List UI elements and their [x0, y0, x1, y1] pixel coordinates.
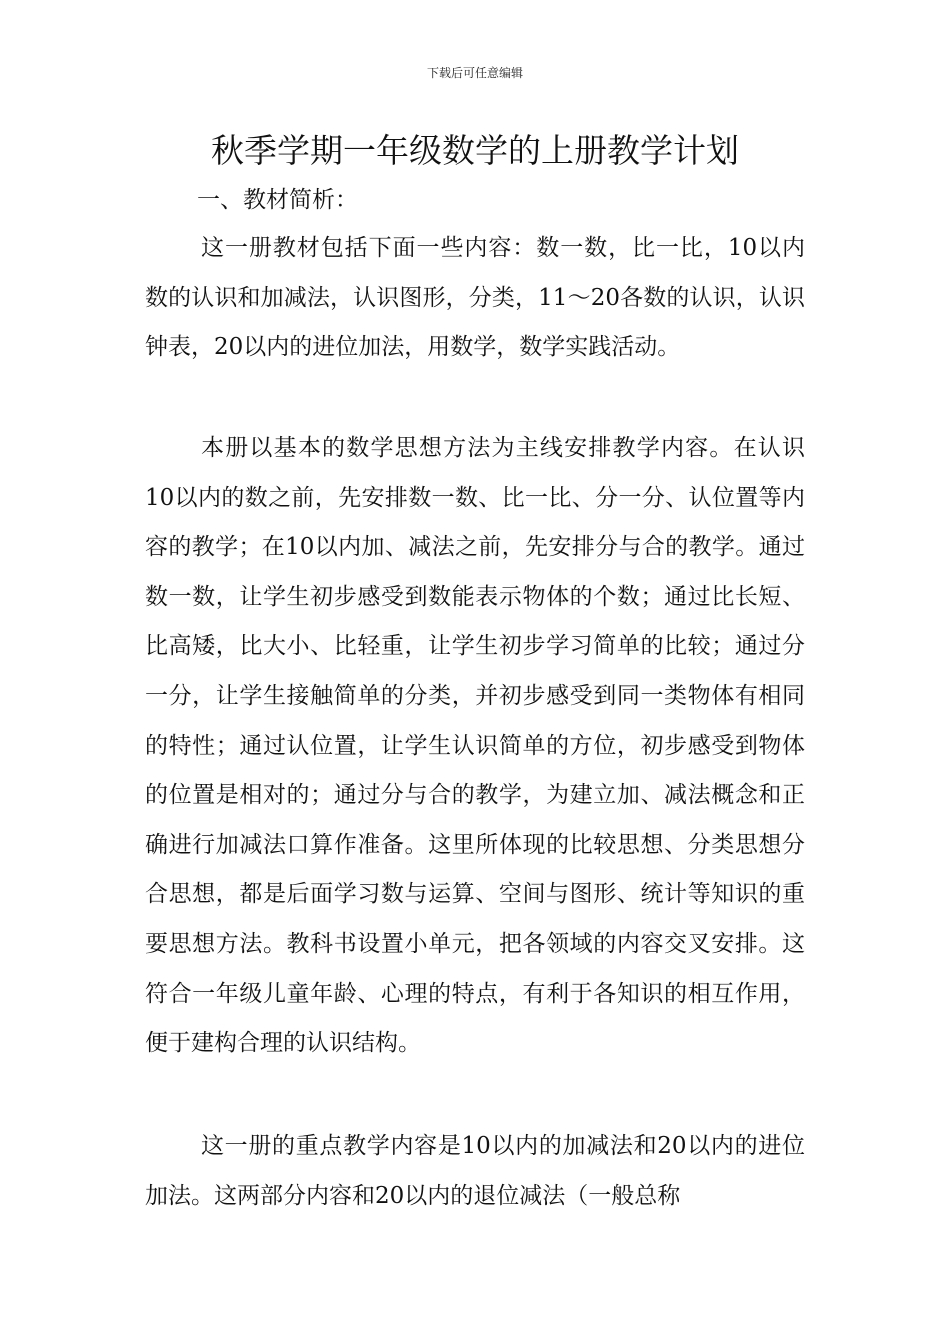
document-title: 秋季学期一年级数学的上册教学计划: [211, 131, 739, 170]
paragraph-content-overview: 这一册教材包括下面一些内容：数一数，比一比，10以内数的认识和加减法，认识图形，分类，11～20各数的认识，认识钟表，20以内的进位加法，用数学，数学实践活动。: [145, 235, 805, 361]
paragraph-key-content: 这一册的重点教学内容是10以内的加减法和20以内的进位加法。这两部分内容和20以内的退位减法（一般总称: [145, 1133, 805, 1209]
page-header-note: 下载后可任意编辑: [426, 66, 523, 80]
section-heading: 一、教材简析：: [197, 187, 358, 213]
paragraph-teaching-approach: 本册以基本的数学思想方法为主线安排教学内容。在认识10以内的数之前，先安排数一数、比一比、分一分、认位置等内容的教学；在10以内加、减法之前，先安排分与合的教学。通过数一数，让学生初步感受到数能表示物体的个数；通过比长短、比高矮，比大小、比轻重，让学生初步学习简单的比较；通过分一分，让学生接触简单的分类，并初步感受到同一类物体有相同的特性；通过认位置，让学生认识简单的方位，初步感受到物体的位置是相对的；通过分与合的教学，为建立加、减法概念和正确进行加减法口算作准备。这里所体现的比较思想、分类思想分合思想，都是后面学习数与运算、空间与图形、统计等知识的重要思想方法。教科书设置小单元，把各领域的内容交叉安排。这符合一年级儿童年龄、心理的特点，有利于各知识的相互作用，便于建构合理的认识结构。: [145, 435, 805, 1057]
